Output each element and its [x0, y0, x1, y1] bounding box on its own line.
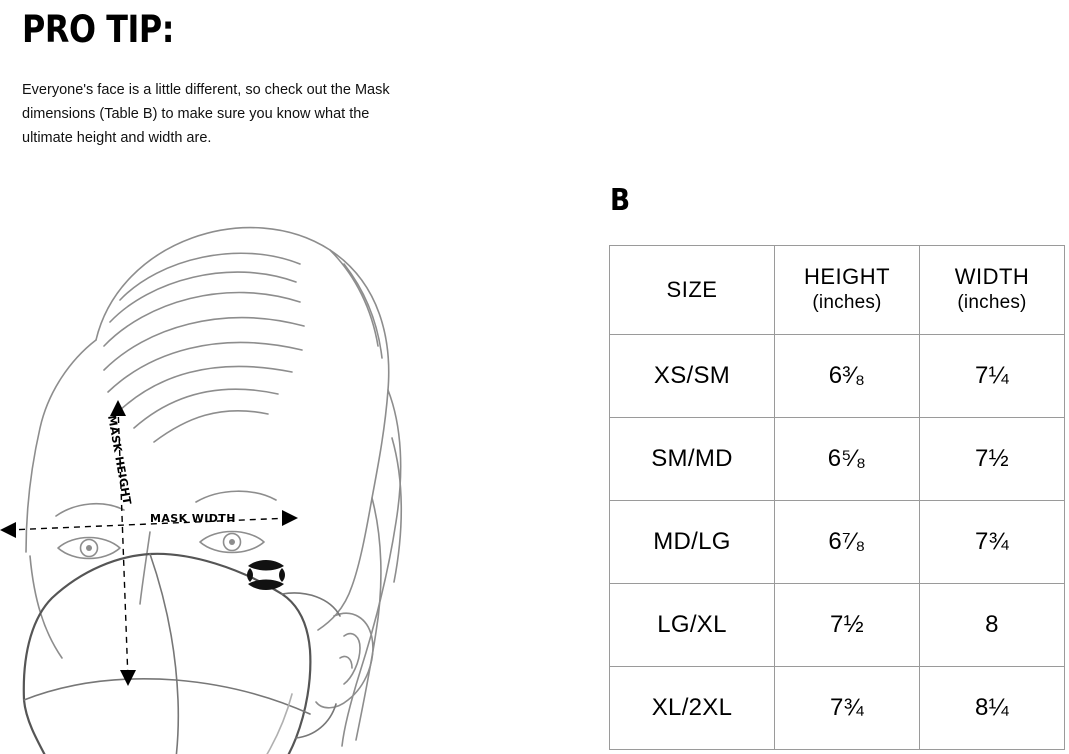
- column-header-size-label: SIZE: [666, 277, 718, 302]
- cell-width: 8: [920, 584, 1065, 667]
- cell-height: 6³⁄₈: [775, 335, 920, 418]
- table-header-row: [610, 246, 1065, 335]
- column-header-width-label: WIDTH: [954, 264, 1030, 289]
- cell-size: XS/SM: [610, 335, 775, 418]
- pro-tip-description: Everyone's face is a little different, so check out the Mask dimensions (Table B) to make sure you know what the ultimate height and width are.: [22, 82, 390, 146]
- cell-width: 7¼: [920, 335, 1065, 418]
- column-header-width-unit: (inches): [957, 292, 1027, 313]
- cell-size: MD/LG: [610, 501, 775, 584]
- cell-size: XL/2XL: [610, 667, 775, 750]
- mask-height-label: MASK HEIGHT: [105, 414, 134, 506]
- table-row: [610, 667, 1065, 750]
- cell-height: 7½: [775, 584, 920, 667]
- mask-illustration: [0, 180, 560, 754]
- table-row: [610, 418, 1065, 501]
- table-row: [610, 501, 1065, 584]
- page-title: PRO TIP:: [22, 8, 175, 51]
- column-header-width: [920, 246, 1065, 335]
- cell-width: 7¾: [920, 501, 1065, 584]
- cell-width: 7½: [920, 418, 1065, 501]
- column-header-size: [610, 246, 775, 335]
- face-with-mask-drawing: [0, 180, 560, 754]
- column-header-height-label: HEIGHT: [803, 264, 891, 289]
- cell-height: 6⁷⁄₈: [775, 501, 920, 584]
- table-row: [610, 335, 1065, 418]
- cell-height: 6⁵⁄₈: [775, 418, 920, 501]
- cell-size: LG/XL: [610, 584, 775, 667]
- cell-size: SM/MD: [610, 418, 775, 501]
- cell-width: 8¼: [920, 667, 1065, 750]
- column-header-height: [775, 246, 920, 335]
- under-armour-logo: [247, 560, 285, 590]
- column-header-height-unit: (inches): [812, 292, 882, 313]
- table-label-b: B: [610, 183, 631, 218]
- table-row: [610, 584, 1065, 667]
- mask-width-label: MASK WIDTH: [150, 512, 236, 525]
- cell-height: 7¾: [775, 667, 920, 750]
- mask-size-table: [609, 245, 1065, 750]
